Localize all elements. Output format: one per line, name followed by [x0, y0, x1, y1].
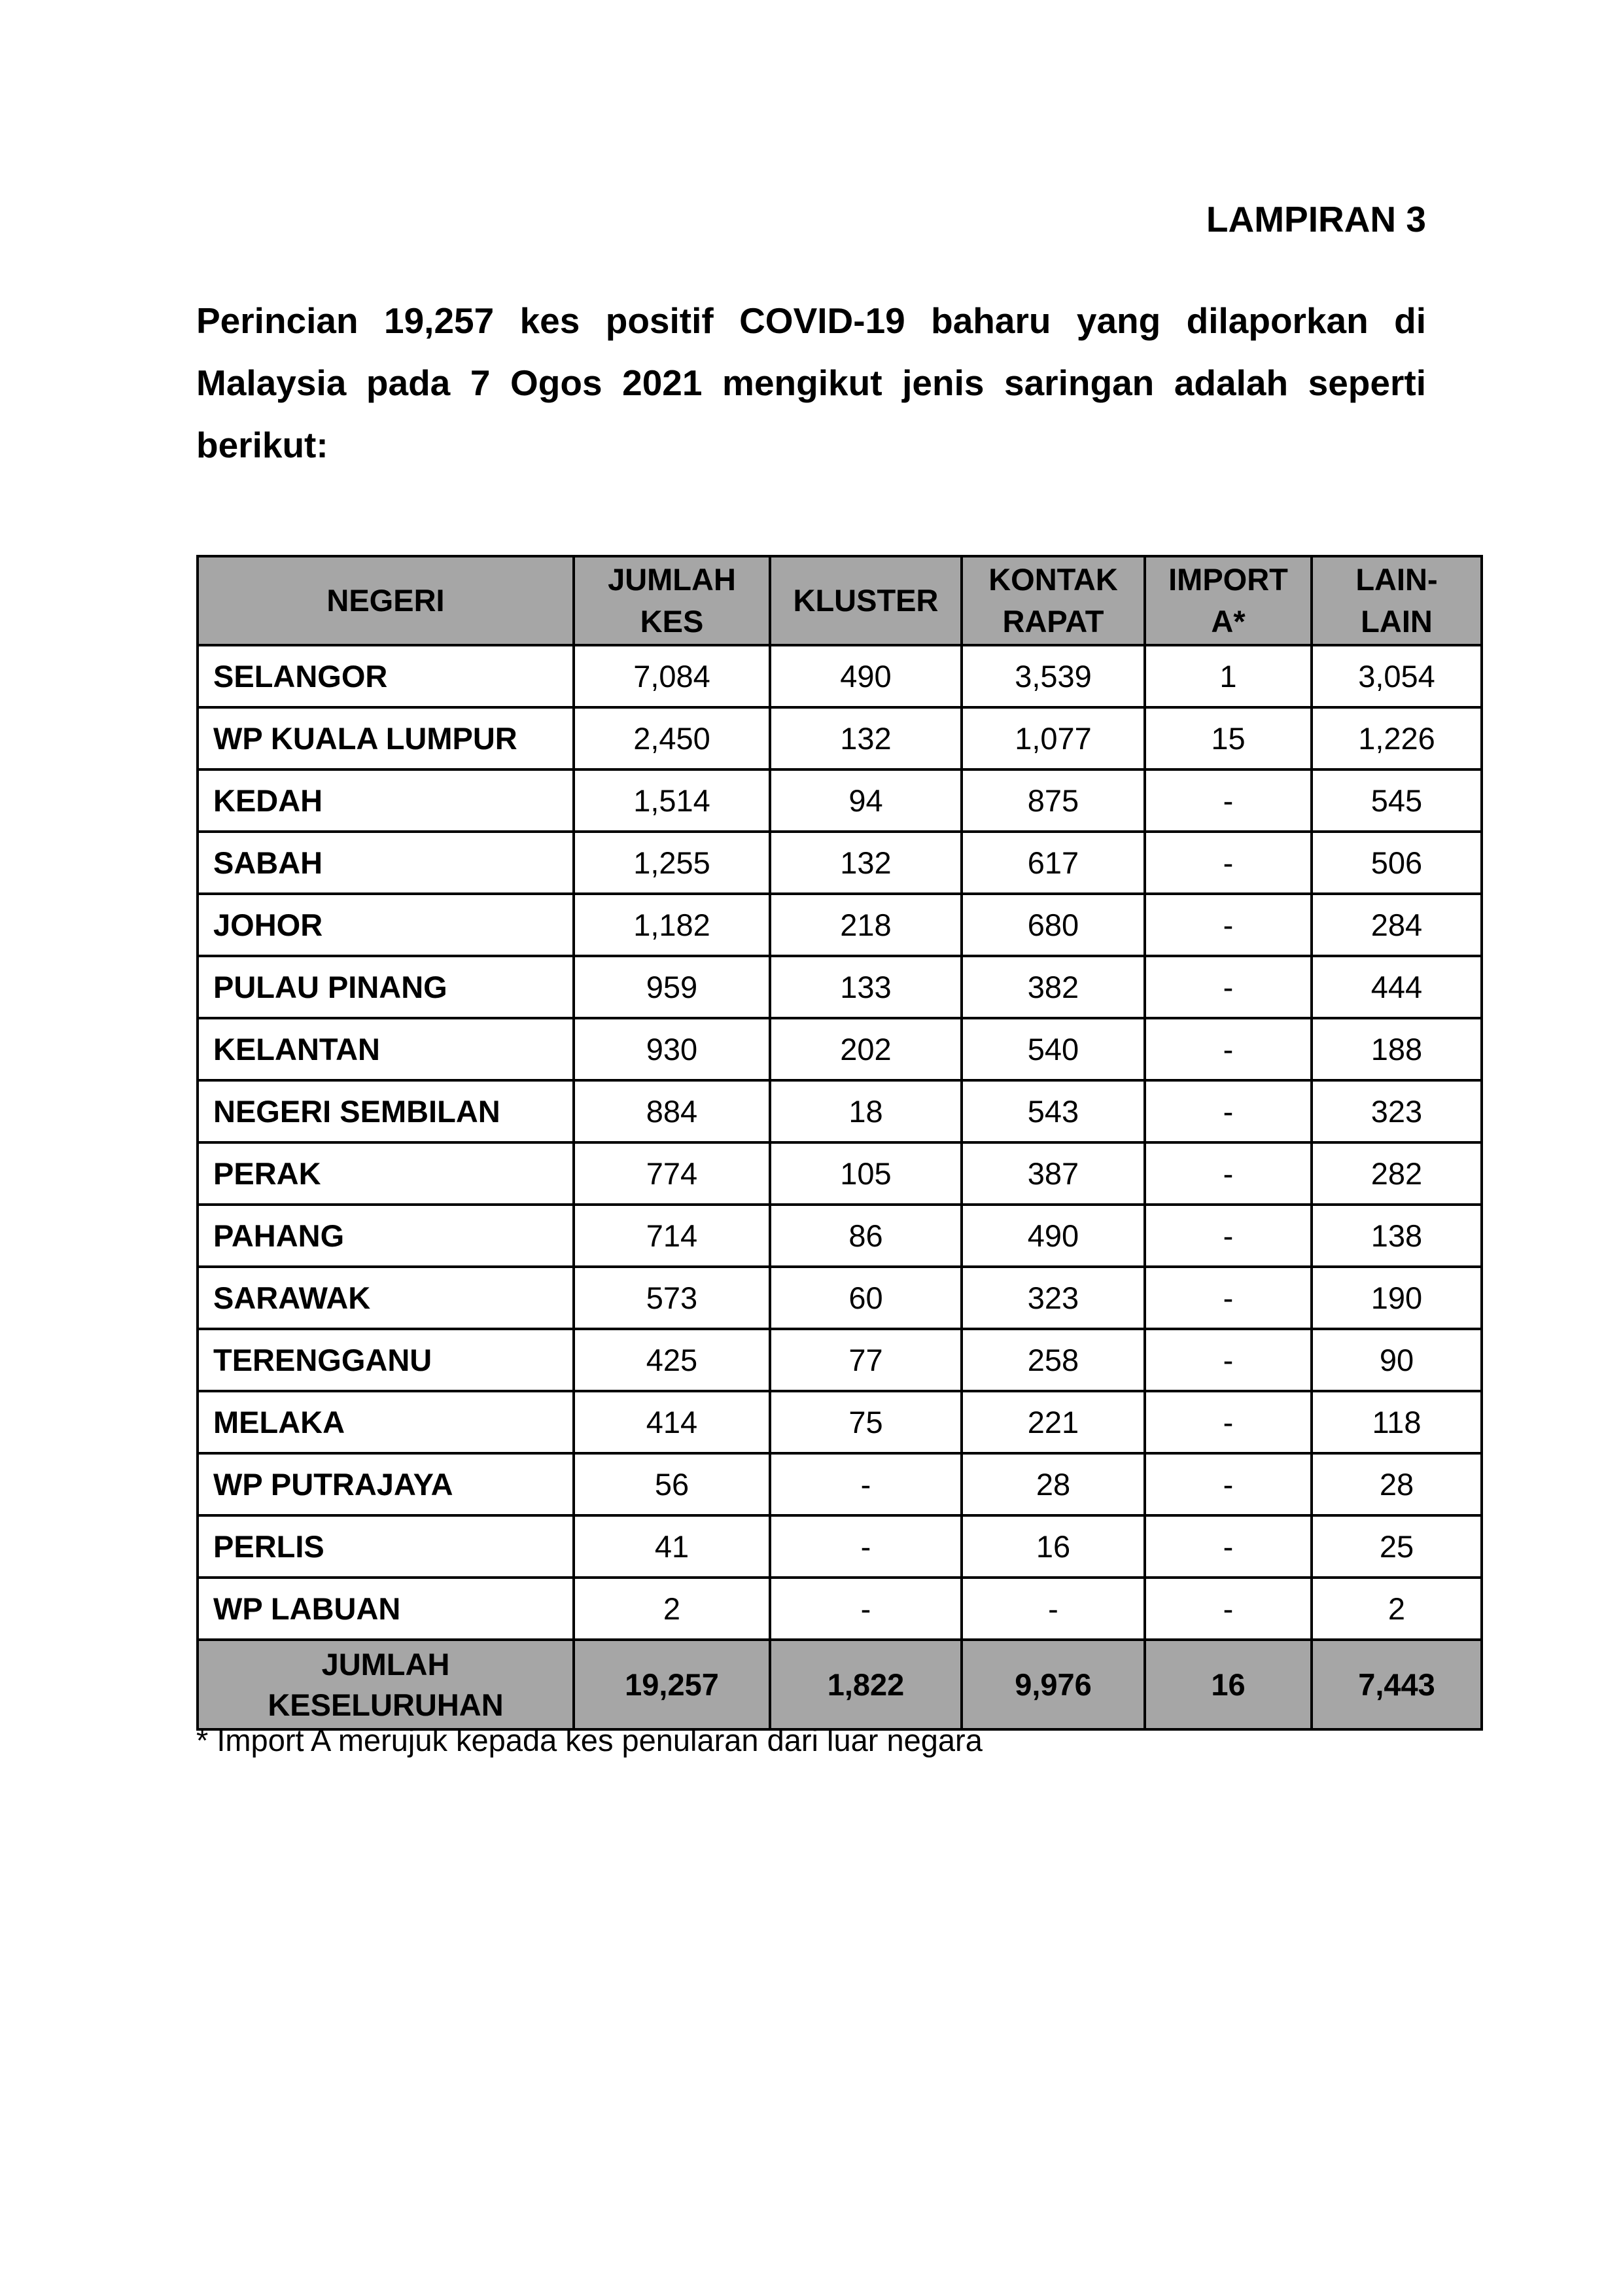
cell-jumlah-kes: 2 — [574, 1578, 770, 1640]
appendix-label: LAMPIRAN 3 — [1206, 199, 1426, 239]
cell-kontak-rapat: 387 — [962, 1142, 1145, 1205]
table-header — [198, 556, 1482, 645]
total-label — [198, 1640, 574, 1729]
cell-kontak-rapat: 258 — [962, 1329, 1145, 1391]
cell-kluster: 77 — [770, 1329, 962, 1391]
cell-lain-lain: 90 — [1312, 1329, 1482, 1391]
cell-import-a: - — [1145, 1018, 1312, 1080]
table-row — [198, 894, 1482, 956]
table-row — [198, 1018, 1482, 1080]
total-label-line1: JUMLAH — [321, 1646, 450, 1682]
cell-kluster: - — [770, 1578, 962, 1640]
total-jumlah-kes: 19,257 — [574, 1640, 770, 1729]
cell-negeri: WP PUTRAJAYA — [198, 1453, 574, 1515]
cell-lain-lain: 25 — [1312, 1515, 1482, 1578]
cell-negeri: NEGERI SEMBILAN — [198, 1080, 574, 1142]
table-row — [198, 832, 1482, 894]
cell-jumlah-kes: 714 — [574, 1205, 770, 1267]
cell-lain-lain: 3,054 — [1312, 645, 1482, 707]
cell-import-a: - — [1145, 1080, 1312, 1142]
cell-jumlah-kes: 7,084 — [574, 645, 770, 707]
cell-kontak-rapat: 3,539 — [962, 645, 1145, 707]
cell-kluster: 132 — [770, 707, 962, 769]
intro-paragraph: Perincian 19,257 kes positif COVID-19 baharu yang dilaporkan di Malaysia pada 7 Ogos 2021 mengikut jenis saringan adalah seperti berikut: — [196, 300, 1426, 465]
cell-lain-lain: 2 — [1312, 1578, 1482, 1640]
cell-lain-lain: 138 — [1312, 1205, 1482, 1267]
cell-jumlah-kes: 41 — [574, 1515, 770, 1578]
cell-kluster: 218 — [770, 894, 962, 956]
cell-kluster: 105 — [770, 1142, 962, 1205]
cell-negeri: PULAU PINANG — [198, 956, 574, 1018]
cell-negeri: PERAK — [198, 1142, 574, 1205]
cell-kontak-rapat: 16 — [962, 1515, 1145, 1578]
total-lain-lain: 7,443 — [1312, 1640, 1482, 1729]
cell-jumlah-kes: 425 — [574, 1329, 770, 1391]
cell-negeri: KELANTAN — [198, 1018, 574, 1080]
cases-table — [196, 555, 1483, 1731]
cell-jumlah-kes: 1,182 — [574, 894, 770, 956]
cell-kluster: 202 — [770, 1018, 962, 1080]
cell-lain-lain: 28 — [1312, 1453, 1482, 1515]
cell-import-a: - — [1145, 1329, 1312, 1391]
cell-lain-lain: 188 — [1312, 1018, 1482, 1080]
cell-import-a: - — [1145, 1142, 1312, 1205]
cell-kontak-rapat: 617 — [962, 832, 1145, 894]
cell-kontak-rapat: 323 — [962, 1267, 1145, 1329]
total-row — [198, 1640, 1482, 1729]
header-row — [198, 556, 1482, 645]
cell-import-a: - — [1145, 956, 1312, 1018]
table-row — [198, 1205, 1482, 1267]
cell-kontak-rapat: 680 — [962, 894, 1145, 956]
header-jumlah-kes — [574, 556, 770, 645]
cell-kontak-rapat: 875 — [962, 769, 1145, 832]
table-body — [198, 645, 1482, 1640]
cell-import-a: - — [1145, 769, 1312, 832]
cell-import-a: - — [1145, 1267, 1312, 1329]
table-row — [198, 1515, 1482, 1578]
cell-lain-lain: 118 — [1312, 1391, 1482, 1453]
cell-kluster: 132 — [770, 832, 962, 894]
cell-import-a: - — [1145, 894, 1312, 956]
cell-import-a: - — [1145, 1391, 1312, 1453]
cell-negeri: SELANGOR — [198, 645, 574, 707]
cell-import-a: 1 — [1145, 645, 1312, 707]
cell-import-a: - — [1145, 1205, 1312, 1267]
cell-import-a: - — [1145, 1453, 1312, 1515]
table-row — [198, 1142, 1482, 1205]
cell-kontak-rapat: 543 — [962, 1080, 1145, 1142]
cell-lain-lain: 284 — [1312, 894, 1482, 956]
total-import-a: 16 — [1145, 1640, 1312, 1729]
cell-negeri: KEDAH — [198, 769, 574, 832]
cell-lain-lain: 1,226 — [1312, 707, 1482, 769]
cell-negeri: WP KUALA LUMPUR — [198, 707, 574, 769]
cell-kluster: 86 — [770, 1205, 962, 1267]
header-jumlah-kes-line1: JUMLAH — [608, 562, 736, 597]
header-import-a-line1: IMPORT — [1168, 562, 1288, 597]
cell-kontak-rapat: 540 — [962, 1018, 1145, 1080]
cell-kluster: 133 — [770, 956, 962, 1018]
cell-negeri: SABAH — [198, 832, 574, 894]
cell-lain-lain: 190 — [1312, 1267, 1482, 1329]
cell-jumlah-kes: 414 — [574, 1391, 770, 1453]
cell-import-a: - — [1145, 1578, 1312, 1640]
table-footer — [198, 1640, 1482, 1729]
table-row — [198, 1578, 1482, 1640]
table-row — [198, 1329, 1482, 1391]
cell-jumlah-kes: 1,255 — [574, 832, 770, 894]
cell-negeri: PERLIS — [198, 1515, 574, 1578]
table-row — [198, 1453, 1482, 1515]
cell-kluster: 60 — [770, 1267, 962, 1329]
footnote: * Import A merujuk kepada kes penularan dari luar negara — [196, 1723, 983, 1757]
cell-kluster: 75 — [770, 1391, 962, 1453]
total-kontak-rapat: 9,976 — [962, 1640, 1145, 1729]
cell-negeri: JOHOR — [198, 894, 574, 956]
table-row — [198, 645, 1482, 707]
header-kluster: KLUSTER — [770, 556, 962, 645]
cell-jumlah-kes: 573 — [574, 1267, 770, 1329]
cell-negeri: SARAWAK — [198, 1267, 574, 1329]
cell-negeri: MELAKA — [198, 1391, 574, 1453]
cell-kontak-rapat: 382 — [962, 956, 1145, 1018]
cell-negeri: WP LABUAN — [198, 1578, 574, 1640]
cell-lain-lain: 444 — [1312, 956, 1482, 1018]
header-jumlah-kes-line2: KES — [640, 604, 704, 639]
header-lain-lain-line1: LAIN- — [1355, 562, 1438, 597]
header-import-a-line2: A* — [1211, 604, 1246, 639]
cell-kluster: - — [770, 1453, 962, 1515]
cell-jumlah-kes: 930 — [574, 1018, 770, 1080]
header-kontak-rapat-line1: KONTAK — [988, 562, 1118, 597]
cell-kluster: 18 — [770, 1080, 962, 1142]
cell-negeri: PAHANG — [198, 1205, 574, 1267]
cell-kontak-rapat: 28 — [962, 1453, 1145, 1515]
cell-kontak-rapat: 490 — [962, 1205, 1145, 1267]
cell-negeri: TERENGGANU — [198, 1329, 574, 1391]
total-kluster: 1,822 — [770, 1640, 962, 1729]
cell-kontak-rapat: 221 — [962, 1391, 1145, 1453]
cell-jumlah-kes: 1,514 — [574, 769, 770, 832]
cell-kluster: - — [770, 1515, 962, 1578]
table-row — [198, 769, 1482, 832]
cell-import-a: 15 — [1145, 707, 1312, 769]
cell-jumlah-kes: 2,450 — [574, 707, 770, 769]
cell-lain-lain: 282 — [1312, 1142, 1482, 1205]
cell-lain-lain: 545 — [1312, 769, 1482, 832]
cell-kontak-rapat: 1,077 — [962, 707, 1145, 769]
header-lain-lain-line2: LAIN — [1361, 604, 1433, 639]
table-row — [198, 956, 1482, 1018]
table-row — [198, 1391, 1482, 1453]
table-row — [198, 1080, 1482, 1142]
cell-import-a: - — [1145, 1515, 1312, 1578]
table-row — [198, 707, 1482, 769]
cell-jumlah-kes: 884 — [574, 1080, 770, 1142]
header-kontak-rapat — [962, 556, 1145, 645]
table-row — [198, 1267, 1482, 1329]
header-import-a — [1145, 556, 1312, 645]
cell-import-a: - — [1145, 832, 1312, 894]
header-negeri: NEGERI — [198, 556, 574, 645]
cell-lain-lain: 506 — [1312, 832, 1482, 894]
total-label-line2: KESELURUHAN — [268, 1687, 504, 1722]
cell-jumlah-kes: 774 — [574, 1142, 770, 1205]
cell-lain-lain: 323 — [1312, 1080, 1482, 1142]
cell-jumlah-kes: 959 — [574, 956, 770, 1018]
cell-kluster: 94 — [770, 769, 962, 832]
header-kontak-rapat-line2: RAPAT — [1002, 604, 1104, 639]
header-lain-lain — [1312, 556, 1482, 645]
cell-kontak-rapat: - — [962, 1578, 1145, 1640]
cell-jumlah-kes: 56 — [574, 1453, 770, 1515]
cell-kluster: 490 — [770, 645, 962, 707]
